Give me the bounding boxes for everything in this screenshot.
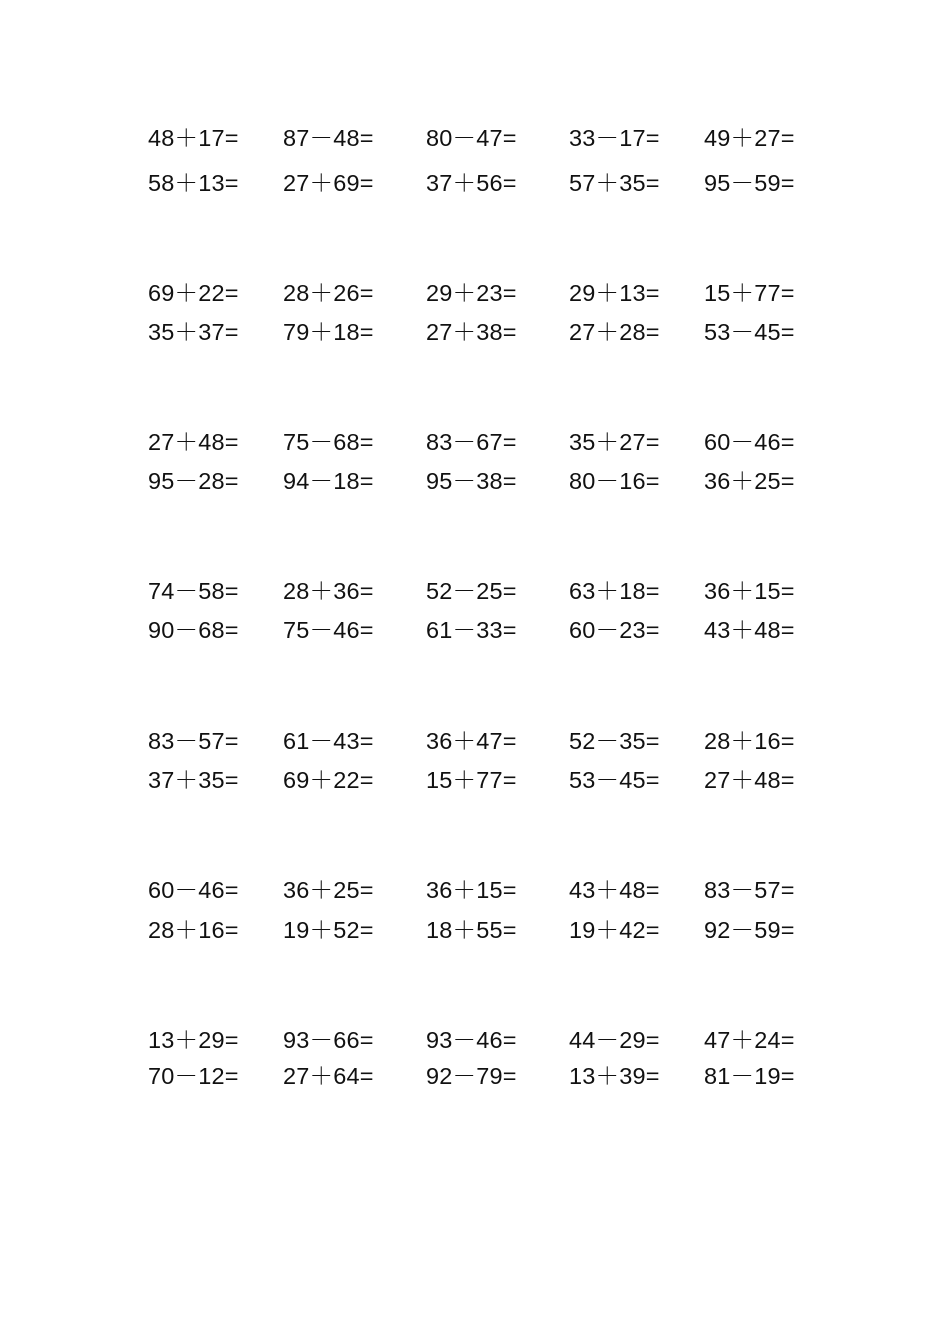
problem: 18＋55= bbox=[426, 917, 517, 943]
problem: 53－45= bbox=[569, 767, 660, 793]
problem: 75－68= bbox=[283, 429, 374, 455]
problem: 53－45= bbox=[704, 319, 795, 345]
problem: 27＋48= bbox=[704, 767, 795, 793]
problem: 93－66= bbox=[283, 1027, 374, 1053]
problem: 75－46= bbox=[283, 617, 374, 643]
problem: 28＋16= bbox=[148, 917, 239, 943]
problem: 80－47= bbox=[426, 125, 517, 151]
problem: 92－79= bbox=[426, 1063, 517, 1089]
problem: 61－33= bbox=[426, 617, 517, 643]
problem-row bbox=[0, 574, 950, 608]
problem: 37＋56= bbox=[426, 170, 517, 196]
problem: 95－59= bbox=[704, 170, 795, 196]
problem: 27＋38= bbox=[426, 319, 517, 345]
problem: 27＋64= bbox=[283, 1063, 374, 1089]
problem: 33－17= bbox=[569, 125, 660, 151]
problem: 90－68= bbox=[148, 617, 239, 643]
problem: 83－67= bbox=[426, 429, 517, 455]
problem-row bbox=[0, 1023, 950, 1057]
problem: 19＋42= bbox=[569, 917, 660, 943]
problem-row bbox=[0, 913, 950, 947]
problem: 19＋52= bbox=[283, 917, 374, 943]
problem: 36＋47= bbox=[426, 728, 517, 754]
problem: 94－18= bbox=[283, 468, 374, 494]
problem: 28＋36= bbox=[283, 578, 374, 604]
problem: 35＋27= bbox=[569, 429, 660, 455]
problem: 58＋13= bbox=[148, 170, 239, 196]
problem: 60－46= bbox=[148, 877, 239, 903]
problem: 49＋27= bbox=[704, 125, 795, 151]
problem-row bbox=[0, 873, 950, 907]
problem: 15＋77= bbox=[704, 280, 795, 306]
problem: 69＋22= bbox=[283, 767, 374, 793]
problem: 60－23= bbox=[569, 617, 660, 643]
problem: 57＋35= bbox=[569, 170, 660, 196]
problem: 48＋17= bbox=[148, 125, 239, 151]
problem: 80－16= bbox=[569, 468, 660, 494]
problem: 60－46= bbox=[704, 429, 795, 455]
problem: 13＋39= bbox=[569, 1063, 660, 1089]
problem: 35＋37= bbox=[148, 319, 239, 345]
problem-row bbox=[0, 464, 950, 498]
problem: 70－12= bbox=[148, 1063, 239, 1089]
problem: 83－57= bbox=[704, 877, 795, 903]
problem-row bbox=[0, 315, 950, 349]
problem: 83－57= bbox=[148, 728, 239, 754]
problem-row bbox=[0, 166, 950, 200]
problem: 52－35= bbox=[569, 728, 660, 754]
problem: 87－48= bbox=[283, 125, 374, 151]
problem-row bbox=[0, 724, 950, 758]
problem: 61－43= bbox=[283, 728, 374, 754]
problem: 37＋35= bbox=[148, 767, 239, 793]
problem: 52－25= bbox=[426, 578, 517, 604]
problem: 69＋22= bbox=[148, 280, 239, 306]
problem: 27＋48= bbox=[148, 429, 239, 455]
problem: 36＋15= bbox=[704, 578, 795, 604]
problem: 74－58= bbox=[148, 578, 239, 604]
problem-row bbox=[0, 613, 950, 647]
problem: 28＋26= bbox=[283, 280, 374, 306]
problem-row bbox=[0, 121, 950, 155]
problem: 27＋69= bbox=[283, 170, 374, 196]
problem: 43＋48= bbox=[704, 617, 795, 643]
problem-row bbox=[0, 425, 950, 459]
problem: 47＋24= bbox=[704, 1027, 795, 1053]
problem: 95－28= bbox=[148, 468, 239, 494]
problem: 36＋15= bbox=[426, 877, 517, 903]
problem-row bbox=[0, 1059, 950, 1093]
problem: 93－46= bbox=[426, 1027, 517, 1053]
problem: 29＋23= bbox=[426, 280, 517, 306]
problem: 28＋16= bbox=[704, 728, 795, 754]
problem: 36＋25= bbox=[704, 468, 795, 494]
problem: 95－38= bbox=[426, 468, 517, 494]
problem: 29＋13= bbox=[569, 280, 660, 306]
problem: 92－59= bbox=[704, 917, 795, 943]
problem: 79＋18= bbox=[283, 319, 374, 345]
problem: 27＋28= bbox=[569, 319, 660, 345]
problem: 63＋18= bbox=[569, 578, 660, 604]
problem: 81－19= bbox=[704, 1063, 795, 1089]
problem: 44－29= bbox=[569, 1027, 660, 1053]
problem: 15＋77= bbox=[426, 767, 517, 793]
problem-row bbox=[0, 276, 950, 310]
problem: 36＋25= bbox=[283, 877, 374, 903]
problem-row bbox=[0, 763, 950, 797]
problem: 43＋48= bbox=[569, 877, 660, 903]
problem: 13＋29= bbox=[148, 1027, 239, 1053]
